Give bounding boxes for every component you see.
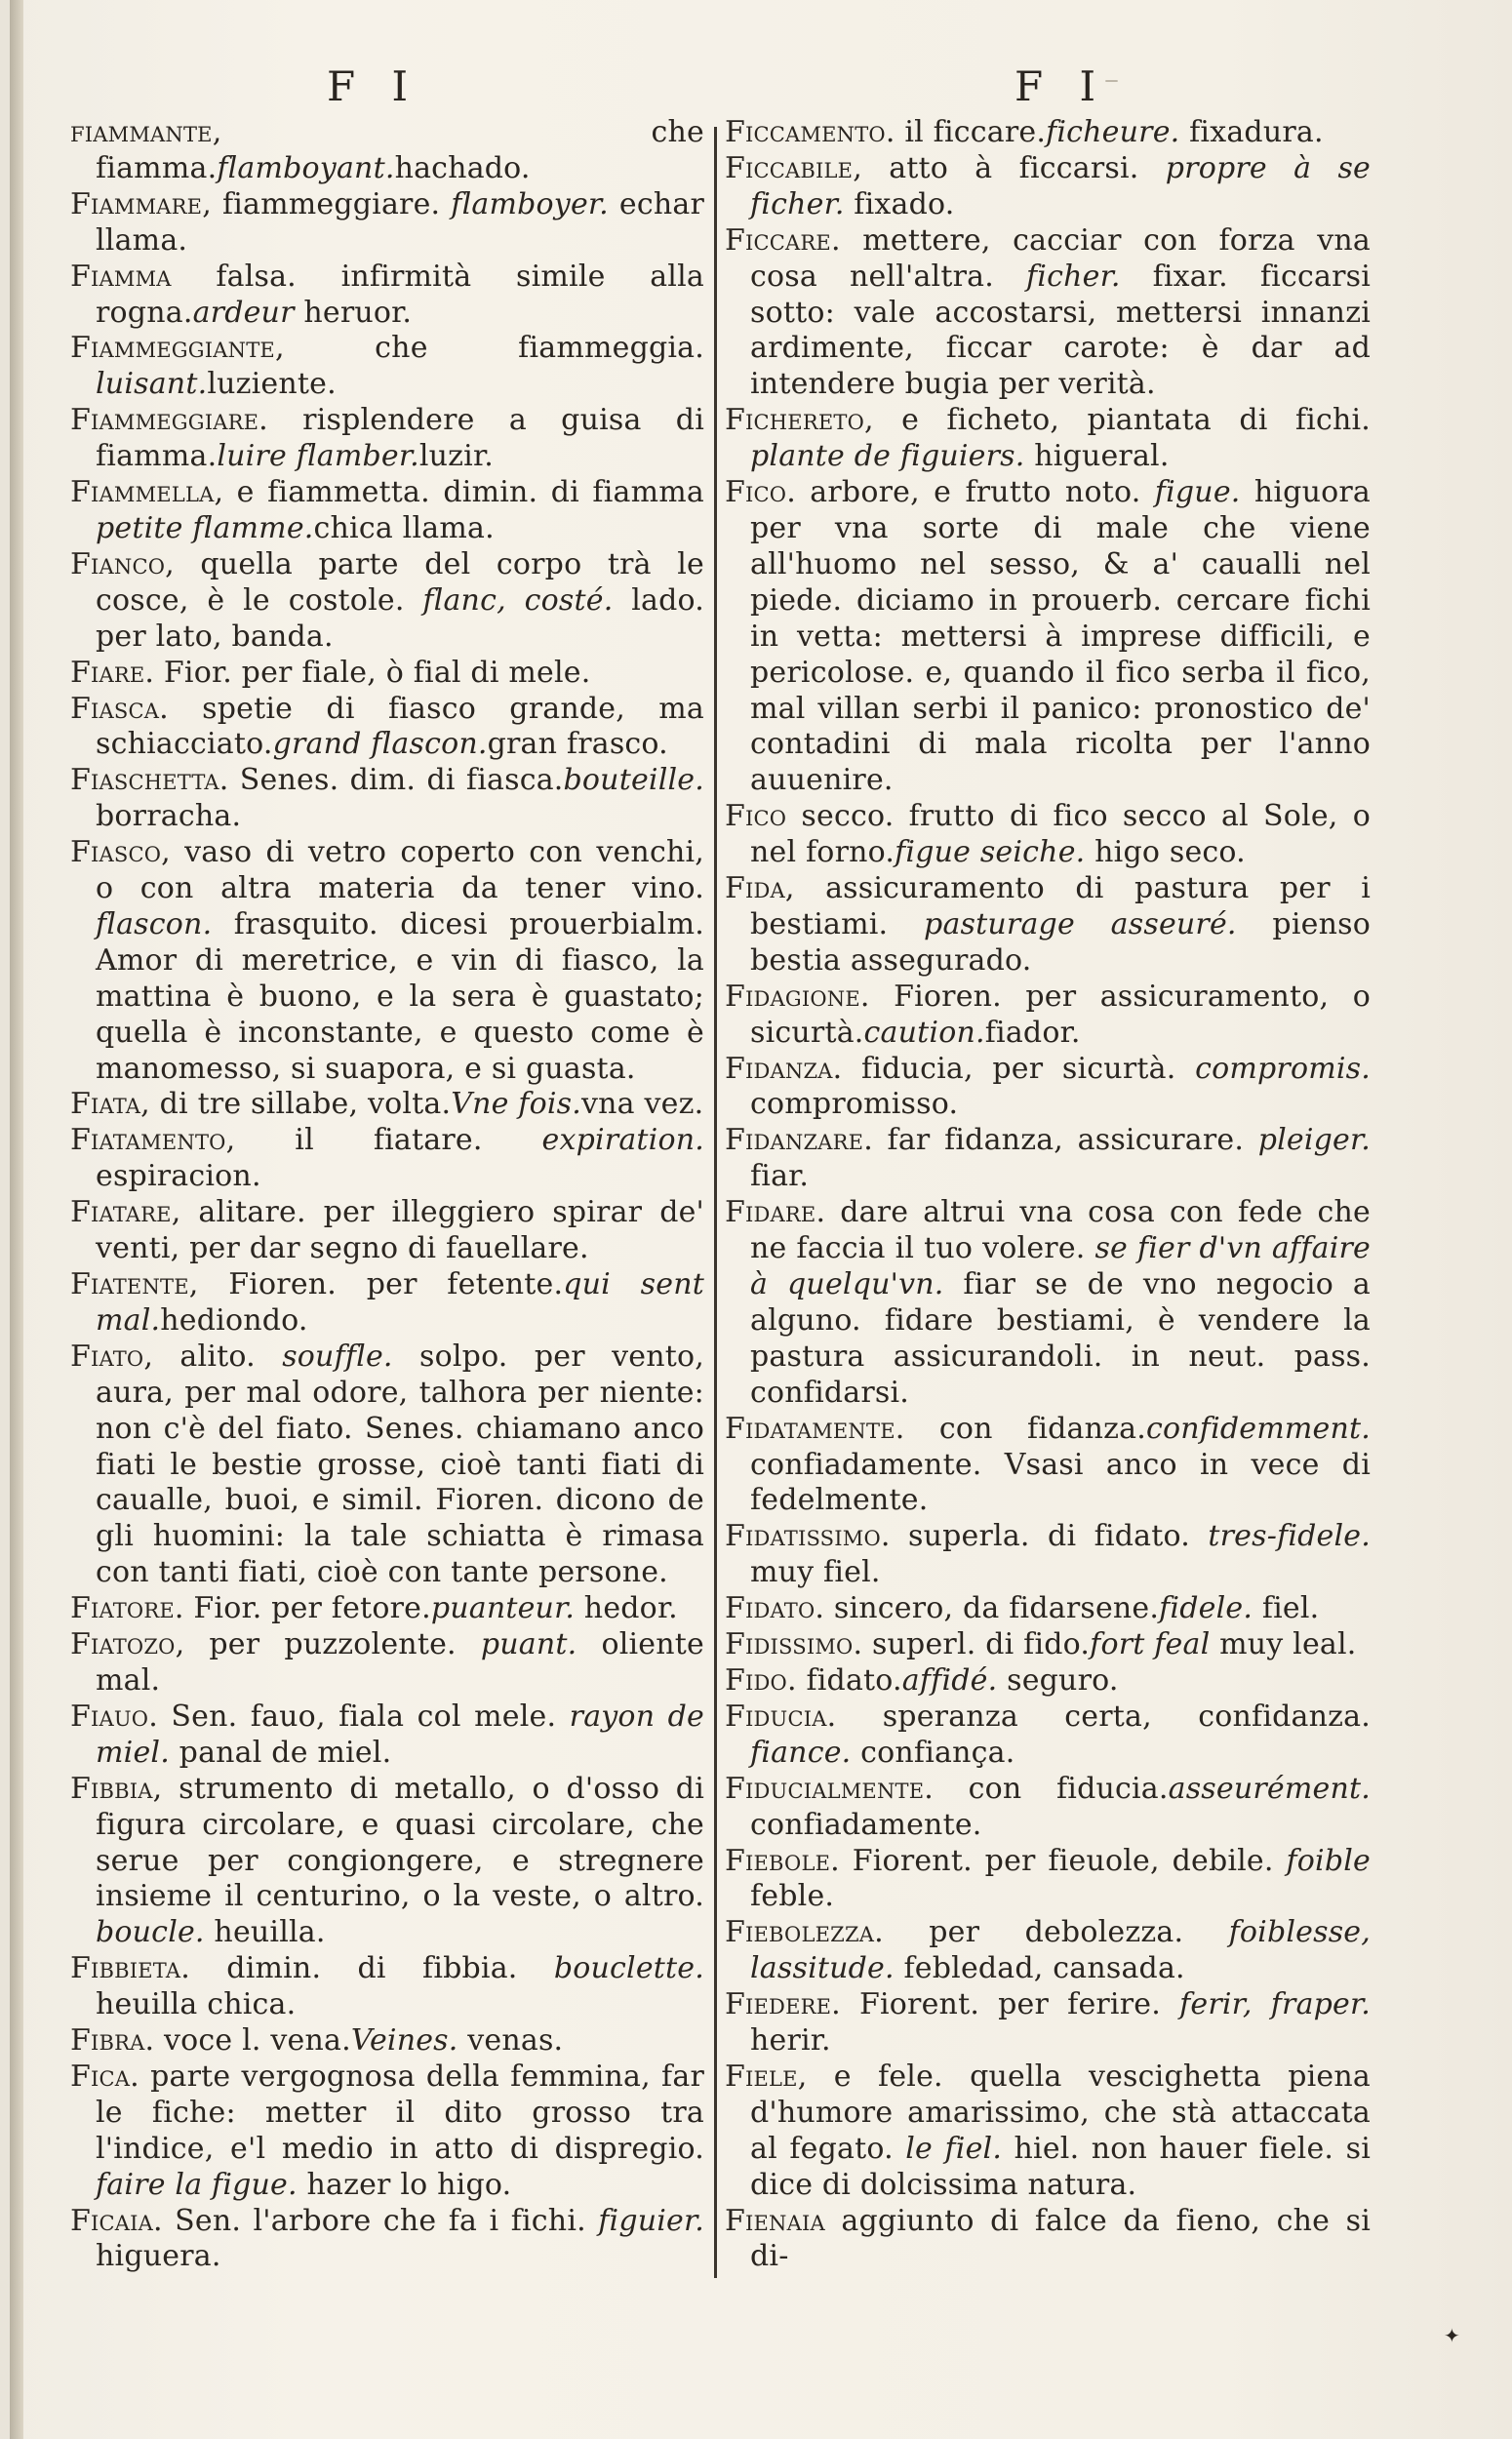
running-header-right: F I [1015, 62, 1108, 110]
entry-headword: Fiatore [70, 1591, 175, 1626]
dictionary-entry [725, 2204, 1371, 2276]
entry-spanish: fiel. [1253, 1591, 1320, 1626]
running-header-left: F I [327, 62, 420, 110]
entry-headword: Fiauo [70, 1699, 149, 1734]
entry-spanish: chica llama. [313, 510, 495, 545]
entry-spanish: borracha. [96, 799, 242, 834]
dictionary-entry [725, 1519, 1371, 1591]
entry-definition: . speranza certa, confidanza. [826, 1699, 1371, 1734]
entry-definition: . mettere, cacciar con forza vna cosa nell'altra. [750, 222, 1371, 294]
entry-definition: , quella parte del corpo trà le cosce, è le costole. [96, 546, 704, 618]
dictionary-entry [725, 1195, 1371, 1411]
entry-headword: Ficcare [725, 222, 831, 258]
entry-headword: Fiducia [725, 1699, 827, 1734]
entry-definition: , alito. [143, 1339, 283, 1374]
entry-definition: . Fiorent. per fieuole, debile. [830, 1843, 1287, 1878]
dictionary-entry [70, 656, 704, 692]
entry-french: luire flamber. [217, 439, 419, 474]
dictionary-entry [70, 1627, 704, 1699]
dictionary-entry [725, 1915, 1371, 1987]
entry-spanish: oliente mal. [96, 1627, 704, 1698]
entry-spanish: confiança. [851, 1735, 1015, 1770]
entry-definition: . dare altrui vna cosa con fede che ne faccia il tuo volere. [750, 1195, 1371, 1266]
entry-definition: . far fidanza, assicurare. [863, 1123, 1258, 1158]
dictionary-entry [725, 1663, 1371, 1699]
entry-french: bouteille. [563, 763, 704, 798]
entry-definition: . Fior. per fetore. [174, 1591, 431, 1626]
dictionary-entry [70, 1591, 704, 1627]
entry-definition: . risplendere a guisa di fiamma. [96, 403, 704, 474]
entry-spanish: compromisso. [750, 1087, 959, 1122]
entry-spanish: echar llama. [96, 186, 704, 258]
entry-headword: Fidanza [725, 1051, 833, 1086]
entry-french: confidemment. [1145, 1411, 1371, 1446]
entry-definition: , per puzzolente. [175, 1627, 481, 1662]
entry-definition: , alitare. per illeggiero spirar de' venti, per dar segno di fauellare. [96, 1195, 704, 1266]
entry-french: caution. [863, 1015, 985, 1050]
entry-french: plante de figuiers. [750, 439, 1025, 474]
entry-french: ferir, fraper. [1179, 1987, 1371, 2022]
entry-definition: . Sen. fauo, fiala col mele. [148, 1699, 570, 1734]
entry-definition: . con fiducia. [924, 1771, 1169, 1806]
entry-definition: . il ficcare. [885, 115, 1047, 149]
dictionary-entry [70, 1267, 704, 1339]
entry-french: flamboyer. [451, 186, 609, 221]
dictionary-entry [70, 2204, 704, 2276]
entry-headword: Fiedere [725, 1987, 832, 2022]
dictionary-entry [70, 1699, 704, 1772]
entry-definition: . con fidanza. [895, 1411, 1146, 1446]
entry-french: fort feal [1090, 1627, 1211, 1662]
entry-headword: Fianco [70, 546, 166, 581]
dictionary-entry [70, 1951, 704, 2023]
dictionary-entry [70, 1087, 704, 1123]
entry-definition: . Senes. dim. di fiasca. [219, 763, 564, 798]
entry-spanish: hachado. [394, 150, 531, 185]
entry-headword: Fiaschetta [70, 763, 219, 798]
entry-french: fiance. [750, 1735, 852, 1770]
entry-headword: Fibbia [70, 1771, 153, 1806]
dictionary-entry [70, 2059, 704, 2204]
entry-french: Veines. [350, 2023, 458, 2059]
entry-headword: Fidanzare [725, 1123, 864, 1158]
entry-french: affidé. [901, 1662, 998, 1698]
entry-french: se fier d'vn affaire à quelqu'vn. [750, 1231, 1371, 1301]
dictionary-entry [70, 692, 704, 764]
entry-definition: . voce l. vena. [144, 2023, 351, 2059]
dictionary-entry [725, 223, 1371, 404]
dictionary-entry [725, 1591, 1371, 1627]
entry-definition: . spetie di fiasco grande, ma schiacciato. [96, 691, 704, 762]
entry-headword: Ficaia [70, 2203, 154, 2238]
entry-spanish: heuilla chica. [96, 1987, 297, 2022]
entry-spanish: luzir. [418, 439, 494, 474]
entry-headword: Fido [725, 1662, 787, 1698]
entry-headword: Fica [70, 2059, 131, 2094]
entry-french: flamboyant. [217, 150, 395, 185]
entry-spanish: confiadamente. [750, 1807, 982, 1842]
entry-definition: , e fele. quella vescighetta piena d'humore amarissimo, che stà attaccata al fegato. [750, 2059, 1371, 2166]
entry-definition: falsa. infirmità simile alla rogna. [96, 259, 704, 330]
entry-french: propre à se ficher. [750, 150, 1372, 221]
entry-definition: , vaso di vetro coperto con venchi, o con altra materia da tener vino. [96, 835, 704, 906]
dictionary-entry [70, 403, 704, 475]
entry-headword: Ficcamento [725, 115, 886, 149]
entry-headword: Ficcabile [725, 150, 854, 185]
entry-headword: Fiasca [70, 691, 160, 726]
ornament-icon: ✦ [1444, 2324, 1460, 2347]
entry-headword: Fico [725, 799, 787, 834]
entry-french: tres-fidele. [1208, 1519, 1371, 1554]
dictionary-entry [725, 475, 1371, 799]
entry-spanish: confiadamente. Vsasi anco in vece di fedelmente. [750, 1447, 1371, 1518]
entry-definition: . per debolezza. [874, 1915, 1229, 1950]
entry-definition: , il fiatare. [225, 1123, 542, 1158]
entry-french: flanc, costé. [422, 582, 614, 618]
dictionary-entry [725, 2059, 1371, 2204]
entry-headword: Fichereto [725, 403, 864, 438]
dictionary-entry [725, 871, 1371, 980]
entry-headword: Fiatozo [70, 1627, 176, 1662]
entry-french: expiration. [541, 1123, 704, 1158]
entry-spanish: fixar. ficcarsi sotto: vale accostarsi, mettersi innanzi ardimente, ficcar carote: è dar ad intendere bugia per verità. [750, 259, 1371, 402]
entry-headword: Fiata [70, 1087, 141, 1122]
entry-french: le fiel. [905, 2131, 1003, 2166]
entry-headword: fiammante [70, 115, 213, 149]
entry-headword: Fidatissimo [725, 1519, 881, 1554]
entry-spanish: fiar se de vno negocio a alguno. fidare bestiami, è vendere la pastura assicurandoli. in neut. pass. confidarsi. [750, 1267, 1371, 1410]
book-page [10, 0, 1512, 2439]
entry-headword: Fiatare [70, 1195, 172, 1230]
entry-spanish: higo seco. [1085, 835, 1246, 870]
entry-headword: Fiammella [70, 475, 215, 510]
entry-french: ardeur [192, 295, 295, 330]
entry-headword: Fidato [725, 1591, 816, 1626]
entry-spanish: feble. [750, 1879, 835, 1914]
entry-french: compromis. [1195, 1051, 1371, 1086]
entry-french: foiblesse, lassitude. [750, 1915, 1371, 1986]
header-mark: – [1104, 62, 1119, 97]
entry-spanish: muy leal. [1210, 1627, 1357, 1662]
dictionary-entry [725, 1987, 1371, 2059]
entry-french: Vne fois. [451, 1087, 582, 1122]
entry-spanish: heruor. [294, 295, 413, 330]
right-column [725, 115, 1371, 2275]
entry-spanish: heuilla. [204, 1915, 326, 1950]
entry-headword: Fidatamente [725, 1411, 895, 1446]
entry-headword: Fiare [70, 655, 145, 690]
entry-spanish: seguro. [997, 1662, 1119, 1698]
entry-definition: , strumento di metallo, o d'osso di figura circolare, e quasi circolare, che serue per congiongere, e stregnere insieme il centurino, o la veste, o altro. [96, 1771, 704, 1914]
entry-definition: . parte vergognosa della femmina, far le fiche: metter il dito grosso tra l'indice, e'l medio in atto di dispregio. [96, 2059, 704, 2166]
dictionary-entry [70, 1123, 704, 1195]
entry-french: flascon. [96, 906, 213, 941]
entry-spanish: higuera. [96, 2239, 221, 2274]
entry-french: qui sent mal. [96, 1267, 704, 1338]
dictionary-entry [725, 1844, 1371, 1916]
entry-spanish: febledad, cansada. [894, 1951, 1185, 1986]
entry-definition: , assicuramento di pastura per i bestiami. [750, 871, 1371, 941]
entry-spanish: fiador. [984, 1015, 1081, 1050]
entry-spanish: vna vez. [581, 1087, 704, 1122]
entry-headword: Fibra [70, 2023, 145, 2059]
entry-headword: Fico [725, 475, 787, 510]
dictionary-entry [70, 331, 704, 403]
left-column [70, 115, 704, 2275]
entry-french: ficher. [1026, 259, 1121, 294]
entry-definition: . arbore, e frutto noto. [786, 475, 1155, 510]
entry-headword: Fida [725, 871, 785, 906]
entry-spanish: higuora per vna sorte di male che viene all'huomo nel sesso, & a' caualli nel piede. diciamo in prouerb. cercare fichi in vetta: mettersi à imprese difficili, e pericolose. e, quando il fico serba il fico, mal villan serbi il panico: pronostico de' contadini di mala ricolta per l'anno auuenire. [750, 475, 1371, 798]
entry-headword: Fiele [725, 2059, 798, 2094]
entry-headword: Fiammeggiare [70, 403, 259, 438]
entry-spanish: fixado. [844, 186, 955, 221]
dictionary-entry [70, 1772, 704, 1952]
page-binding-edge [10, 0, 23, 2439]
dictionary-entry [725, 1052, 1371, 1124]
entry-french: foible [1286, 1843, 1371, 1878]
entry-definition: , Fioren. per fetente. [188, 1267, 564, 1301]
entry-headword: Fiebole [725, 1843, 831, 1878]
dictionary-entry [725, 1123, 1371, 1195]
dictionary-entry [70, 835, 704, 1087]
entry-definition: . Fior. per fiale, ò fial di mele. [144, 655, 591, 690]
entry-french: petite flamme. [96, 510, 314, 545]
dictionary-entry [725, 980, 1371, 1052]
entry-headword: Fiasco [70, 835, 162, 870]
dictionary-entry [70, 475, 704, 547]
entry-spanish: hiel. non hauer fiele. si dice di dolcissima natura. [750, 2131, 1371, 2202]
entry-spanish: luziente. [207, 367, 337, 402]
entry-headword: Fienaia [725, 2203, 825, 2238]
entry-french: figue seiche. [895, 835, 1086, 870]
entry-headword: Fiatente [70, 1267, 189, 1301]
entry-definition: . Fioren. per assicuramento, o sicurtà. [750, 979, 1371, 1050]
entry-headword: Fiamma [70, 259, 172, 294]
entry-headword: Fiato [70, 1339, 144, 1374]
entry-definition: . sincero, da fidarsene. [815, 1591, 1160, 1626]
entry-french: pasturage asseuré. [924, 906, 1237, 941]
entry-definition: , atto à ficcarsi. [853, 150, 1166, 185]
entry-definition: secco. frutto di fico secco al Sole, o nel forno. [750, 799, 1371, 870]
entry-headword: Fidissimo [725, 1627, 854, 1662]
entry-spanish: hediondo. [160, 1302, 308, 1338]
dictionary-entry [70, 115, 704, 187]
entry-french: asseurément. [1168, 1771, 1371, 1806]
entry-spanish: hazer lo higo. [297, 2167, 512, 2202]
entry-french: bouclette. [553, 1951, 704, 1986]
dictionary-entry [70, 1195, 704, 1267]
entry-definition: aggiunto di falce da fieno, che si di- [750, 2203, 1371, 2274]
entry-headword: Fiammeggiante [70, 331, 275, 366]
entry-spanish: hedor. [575, 1591, 678, 1626]
entry-french: puanteur. [430, 1591, 576, 1626]
entry-headword: Fiatamento [70, 1123, 226, 1158]
entry-spanish: fiar. [750, 1159, 810, 1194]
entry-spanish: muy fiel. [750, 1555, 881, 1590]
entry-definition: . dimin. di fibbia. [180, 1951, 554, 1986]
dictionary-entry [70, 260, 704, 332]
entry-spanish: fixadura. [1179, 115, 1324, 149]
entry-spanish: solpo. per vento, aura, per mal odore, talhora per niente: non c'è del fiato. Senes. chiamano anco fiati le bestie grosse, cioè tanti fiati di caualle, buoi, e simil. Fioren. dicono de gli huomini: la tale schiatta è rimasa con tanti fiati, cioè con tante persone. [96, 1339, 704, 1590]
entry-french: souffle. [282, 1339, 393, 1374]
entry-spanish: espiracion. [96, 1159, 261, 1194]
entry-definition: . fiducia, per sicurtà. [832, 1051, 1196, 1086]
entry-spanish: herir. [750, 2023, 831, 2059]
entry-french: puant. [480, 1627, 577, 1662]
dictionary-entry [725, 1627, 1371, 1663]
dictionary-entry [70, 187, 704, 260]
entry-french: figuier. [598, 2203, 704, 2238]
dictionary-entry [725, 1772, 1371, 1844]
column-divider [714, 127, 717, 2278]
entry-definition: . Sen. l'arbore che fa i fichi. [153, 2203, 599, 2238]
entry-headword: Fiducialmente [725, 1771, 925, 1806]
dictionary-entry [70, 1339, 704, 1591]
entry-french: fidele. [1159, 1591, 1253, 1626]
entry-headword: Fidagione [725, 979, 860, 1014]
dictionary-entry [725, 403, 1371, 475]
dictionary-entry [725, 151, 1371, 223]
entry-french: faire la figue. [96, 2167, 298, 2202]
entry-french: rayon de miel. [96, 1699, 705, 1770]
entry-definition: . superl. di fido. [853, 1627, 1091, 1662]
entry-definition: , che fiamma. [96, 115, 704, 185]
entry-definition: , e fiammetta. dimin. di fiamma [214, 475, 704, 510]
entry-definition: . Fiorent. per ferire. [831, 1987, 1180, 2022]
entry-headword: Fidare [725, 1195, 816, 1230]
dictionary-entry [70, 2023, 704, 2059]
entry-definition: , di tre sillabe, volta. [140, 1087, 452, 1122]
entry-spanish: frasquito. dicesi prouerbialm. Amor di meretrice, e vin di fiasco, la mattina è buono, e la sera è guastato; quella è inconstante, e questo come è manomesso, si suapora, e si guasta. [96, 906, 704, 1086]
dictionary-entry [725, 1412, 1371, 1520]
dictionary-entry [725, 1699, 1371, 1772]
entry-french: pleiger. [1257, 1123, 1371, 1158]
entry-headword: Fiebolezza [725, 1915, 875, 1950]
entry-spanish: panal de miel. [169, 1735, 392, 1770]
entry-french: grand flascon. [272, 727, 488, 762]
entry-headword: Fibbieta [70, 1951, 181, 1986]
entry-definition: , fiammeggiare. [202, 186, 452, 221]
entry-headword: Fiammare [70, 186, 203, 221]
entry-definition: . superla. di fidato. [880, 1519, 1209, 1554]
entry-spanish: higueral. [1024, 439, 1170, 474]
dictionary-entry [725, 799, 1371, 871]
entry-definition: , e ficheto, piantata di fichi. [864, 403, 1371, 438]
entry-french: luisant. [96, 367, 208, 402]
dictionary-entry [725, 115, 1371, 151]
dictionary-entry [70, 547, 704, 656]
dictionary-entry [70, 763, 704, 835]
entry-definition: , che fiammeggia. [274, 331, 704, 366]
entry-spanish: pienso bestia assegurado. [750, 906, 1371, 978]
entry-french: boucle. [96, 1915, 205, 1950]
entry-french: figue. [1154, 475, 1241, 510]
entry-spanish: venas. [458, 2023, 564, 2059]
entry-definition: . fidato. [786, 1662, 902, 1698]
entry-french: ficheure. [1046, 115, 1180, 149]
entry-spanish: lado. per lato, banda. [96, 582, 705, 654]
entry-spanish: gran frasco. [487, 727, 668, 762]
